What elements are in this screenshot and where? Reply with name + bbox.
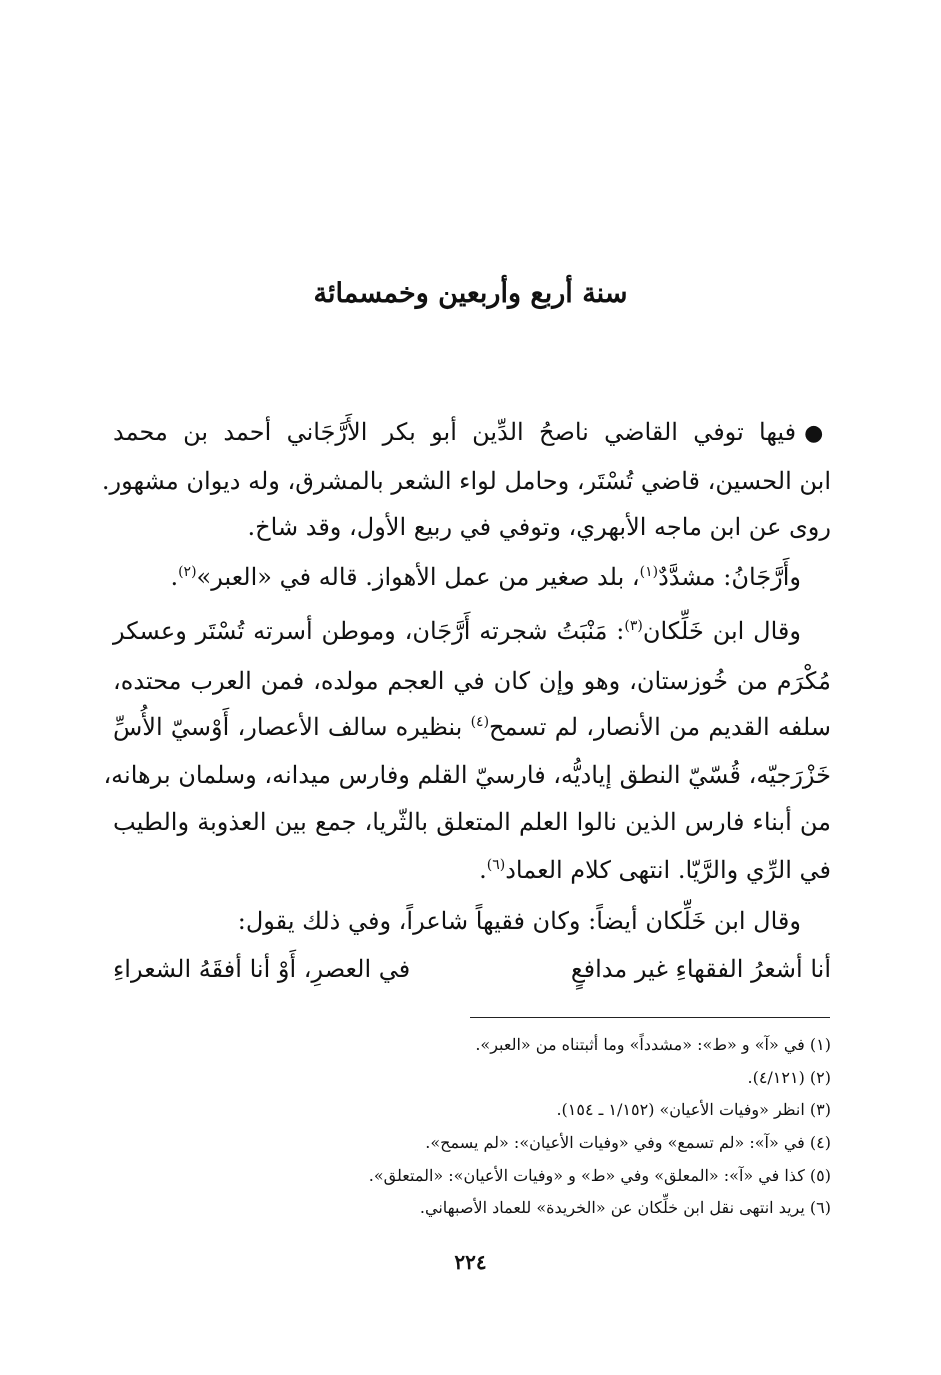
page-number: ٢٢٤	[454, 1250, 487, 1274]
paragraph-text: بنظيره سالف الأعصار، أَوْسيّ الأُسِّ	[113, 713, 471, 741]
paragraph-text: سلفه القديم من الأنصار، لم تسمح	[489, 713, 831, 741]
paragraph-line: خَزْرَجيّه، قُسّيّ النطق إياديُّه، فارسيّ القلم وفارس ميدانه، وسلمان برهانه،	[103, 761, 831, 789]
paragraph-line	[113, 712, 831, 742]
footnote-separator	[470, 1017, 830, 1018]
footnote: (٦) يريد انتهى نقل ابن خلِّكان عن «الخريدة» للعماد الأصبهاني.	[419, 1198, 831, 1217]
footnote-ref[interactable]: (١)	[639, 564, 659, 580]
paragraph-text: وقال ابن خَلِّكان	[642, 617, 801, 645]
paragraph-line	[113, 855, 831, 885]
paragraph-text: : مَنْبَتُ شجرته أَرَّجَان، وموطن أسرته تُسْتَر وعسكر	[113, 617, 625, 645]
paragraph-line: ابن الحسين، قاضي تُسْتَر، وحامل لواء الشعر بالمشرق، وله ديوان مشهور.	[101, 467, 831, 495]
paragraph-text: فيها توفي القاضي ناصحُ الدِّين أبو بكر الأَرَّجَاني أحمد بن محمد	[113, 418, 797, 446]
paragraph-line	[113, 562, 801, 592]
footnote-ref[interactable]: (٣)	[624, 618, 643, 634]
verse-second-hemistich: في العصرِ، أَوْ أنا أفقَهُ الشعراءِ	[113, 955, 411, 983]
paragraph-line: مُكْرَم من خُوزستان، وهو وإن كان في العجم مولده، فمن العرب محتده،	[113, 667, 831, 695]
verse-first-hemistich: أنا أشعرُ الفقهاءِ غير مدافعٍ	[570, 955, 831, 983]
footnote: (١) في «آ» و «ط»: «مشدداً» وما أثبتناه من «العبر».	[475, 1035, 831, 1054]
paragraph-text: في الرِّي والرَّيّا. انتهى كلام العماد	[505, 856, 831, 884]
paragraph-text: ، بلد صغير من عمل الأهواز. قاله في «العبر»	[196, 563, 640, 591]
paragraph-line: من أبناء فارس الذين نالوا العلم المتعلق بالثّريا، جمع بين العذوبة والطيب	[113, 808, 831, 836]
bullet-icon: ●	[804, 421, 831, 446]
paragraph-line	[113, 417, 831, 449]
footnote-ref[interactable]: (٦)	[486, 857, 506, 873]
chapter-title: سنة أربع وأربعين وخمسمائة	[313, 278, 628, 309]
footnote: (٥) كذا في «آ»: «المعلق» وفي «ط» و «وفيات الأعيان»: «المتعلق».	[368, 1166, 831, 1185]
footnote: (٤) في «آ»: «لم تسمع» وفي «وفيات الأعيان»: «لم يسمح».	[425, 1133, 831, 1152]
footnote-ref[interactable]: (٢)	[178, 564, 197, 580]
footnote-ref[interactable]: (٤)	[470, 714, 490, 730]
paragraph-line	[113, 616, 801, 646]
footnote: (٣) انظر «وفيات الأعيان» (١/١٥٢ ـ ١٥٤).	[556, 1100, 831, 1119]
paragraph-text: .	[170, 563, 179, 591]
paragraph-text: وأَرَّجَانُ: مشدَّدٌ	[658, 563, 801, 591]
paragraph-text: .	[479, 856, 487, 884]
paragraph-line: وقال ابن خَلِّكان أيضاً: وكان فقيهاً شاعراً، وفي ذلك يقول:	[237, 907, 801, 935]
footnote: (٢) (٤/١٢١).	[747, 1068, 831, 1087]
paragraph-line: روى عن ابن ماجه الأبهري، وتوفي في ربيع الأول، وقد شاخ.	[247, 513, 831, 541]
